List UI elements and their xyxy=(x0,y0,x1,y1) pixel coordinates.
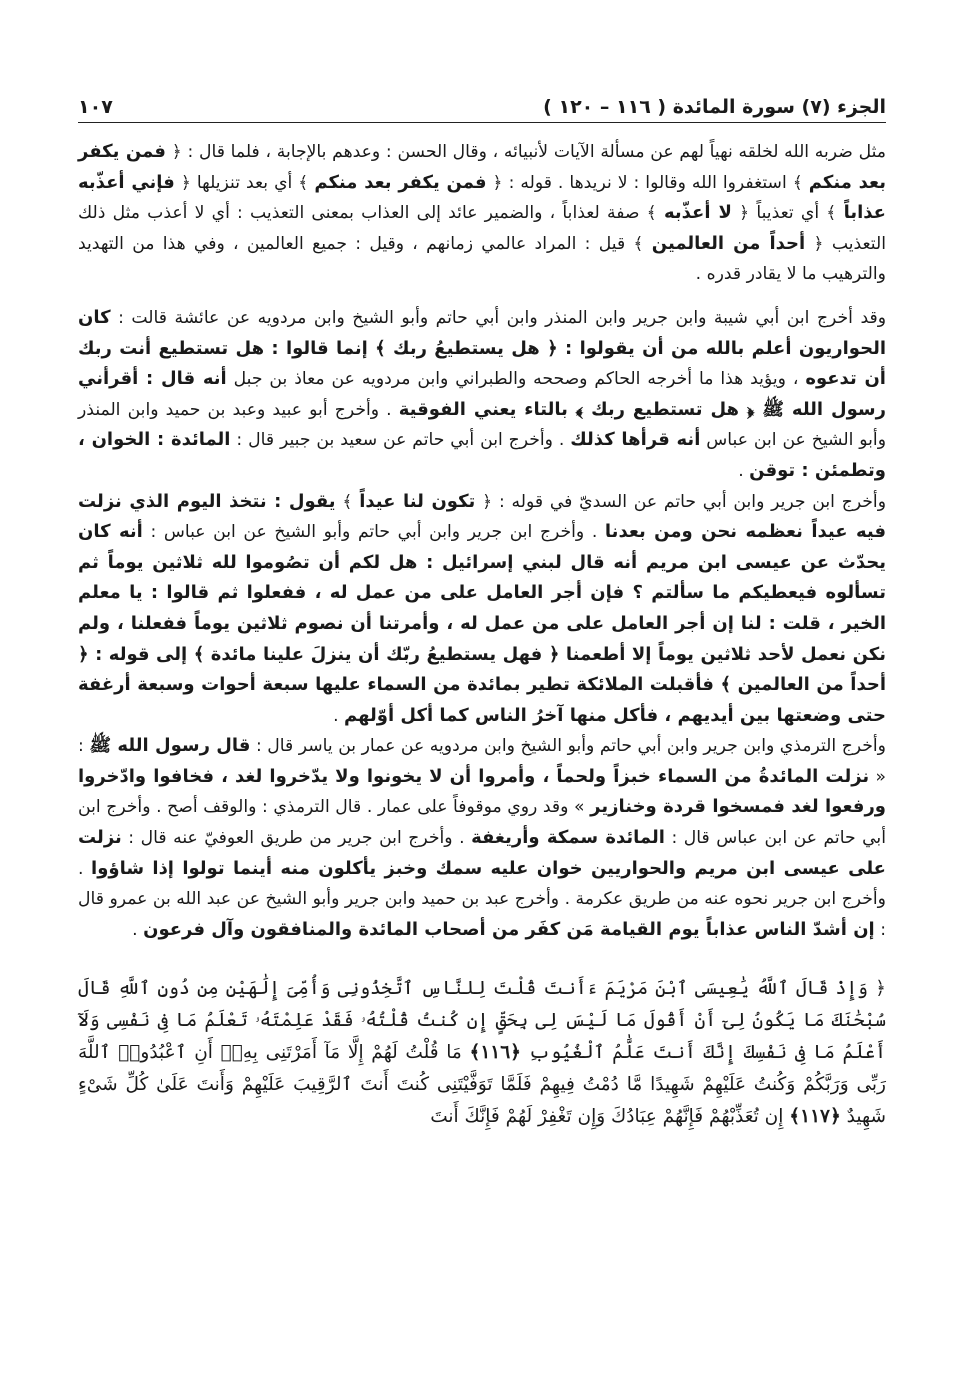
paragraph-4 xyxy=(78,731,886,945)
quoted-text: قال رسول الله ﷺ xyxy=(89,735,251,757)
quoted-text: فإني أعذّبه عذاباً xyxy=(78,171,886,224)
book-page xyxy=(78,96,886,1133)
quoted-text: فمن يكفر بعد منكم xyxy=(314,171,487,193)
text-run: ﴾ قيل : المراد عالمي زمانهم ، وقيل : جميع العالمين ، وفي هذا من التهديد والترهيب ما لا يقادر قدره . xyxy=(78,233,886,285)
text-run: مَا قُلْتُ لَهُمْ إِلَّا مَآ أَمَرْتَنِى بِهِۦٓ أَنِ ٱعْبُدُوا۟ ٱللَّهَ رَبِّى وَرَبَّكُمْ وَكُنتُ عَلَيْهِمْ شَهِيدًا مَّا دُمْتُ فِيهِمْ فَلَمَّا تَوَفَّيْتَنِى كُنتَ أَنتَ ٱلرَّقِيبَ عَلَيْهِمْ وَأَنتَ عَلَىٰ كُلِّ شَىْءٍ شَهِيدٌ xyxy=(78,1042,886,1128)
text-run: ﴾ أي بعد تنزيلها ﴿ xyxy=(174,172,315,193)
commentary-text xyxy=(78,137,886,945)
quoted-text: أنه قال : أقرأني رسول الله ﷺ ﴿ هل تستطيع ربك ﴾ بالتاء يعني الفوقية xyxy=(78,368,886,420)
text-run: . وأخرج ابن جرير من طريق العوفيّ عنه قال : xyxy=(121,828,472,849)
quoted-text: المائدة : الخوان ، وتطمئن : توقن xyxy=(78,429,886,481)
text-run: وأخرج ابن جرير وابن أبي حاتم عن السديّ في قوله : ﴿ xyxy=(475,491,886,512)
quoted-text: ﴿١١٦﴾ xyxy=(469,1042,521,1064)
text-run: إِن تُعَذِّبْهُمْ فَإِنَّهُمْ عِبَادُكَ وَإِن تَغْفِرْ لَهُمْ فَإِنَّكَ أَنتَ xyxy=(430,1106,790,1128)
quoted-text: فمن يكفر بعد منكم xyxy=(78,141,886,193)
text-run: . xyxy=(738,460,750,481)
text-run: » وقد روي موقوفاً على عمار . قال الترمذي : والوقف أصح . وأخرج ابن أبي حاتم عن ابن عباس قال : xyxy=(78,797,886,849)
text-run: . xyxy=(132,919,144,940)
quoted-text: ﴿١١٧﴾ xyxy=(789,1106,841,1128)
text-run: ﴾ xyxy=(335,491,360,512)
page-number: ١٠٧ xyxy=(78,96,113,118)
text-run: : « xyxy=(78,736,887,787)
text-run: وأخرج الترمذي وابن جرير وابن أبي حاتم وأبو الشيخ وابن مردويه عن عمار بن ياسر قال : xyxy=(250,736,886,757)
text-run: ﴿ وَإِذْ قَالَ ٱللَّهُ يَٰعِيسَى ٱبْنَ مَرْيَمَ ءَأَنتَ قُلْتَ لِلنَّاسِ ٱتَّخِذُونِى وَأُمِّىَ إِلَٰهَيْنِ مِن دُونِ ٱللَّهِ قَالَ سُبْحَٰنَكَ مَا يَكُونُ لِىٓ أَنْ أَقُولَ مَا لَيْسَ لِى بِحَقٍّ إِن كُنتُ قُلْتُهُۥ فَقَدْ عَلِمْتَهُۥ تَعْلَمُ مَا فِى نَفْسِى وَلَآ أَعْلَمُ مَا فِى نَفْسِكَ إِنَّكَ أَنتَ عَلَّٰمُ ٱلْغُيُوبِ xyxy=(78,978,887,1064)
quoted-text: نزلت على عيسى ابن مريم والحواريين خوان عليه سمك وخبز يأكلون منه أينما تولوا إذا شاؤوا xyxy=(78,827,886,879)
quoted-text: كان الحواريون أعلم بالله من أن يقولوا : ﴿ هل يستطيعُ ربك ﴾ إنما قالوا : هل تستطيع أنت ربك أن تدعوه xyxy=(78,306,886,390)
text-run: ، ويؤيد هذا ما أخرجه الحاكم وصححه والطبراني وابن مردويه عن معاذ بن جبل xyxy=(226,369,806,390)
quoted-text: أحداً من العالمين xyxy=(651,232,806,254)
quoted-text: أنه قرأها كذلك xyxy=(570,429,701,451)
text-run: ﴾ استغفروا الله وقالوا : لا نريدها . قوله : ﴿ xyxy=(486,172,809,193)
text-run: . وأخرج ابن جرير وابن أبي حاتم وأبو الشيخ عن ابن عباس : xyxy=(142,522,605,543)
paragraph-3 xyxy=(78,487,886,732)
header-title: الجزء (٧) سورة المائدة ( ١١٦ – ١٢٠ ) xyxy=(543,96,886,118)
quoted-text: تكون لنا عيداً xyxy=(359,490,476,512)
quoted-text: يقول : نتخذ اليوم الذي نزلت فيه عيداً نعظمه نحن ومن بعدنا xyxy=(78,490,886,543)
running-header xyxy=(78,96,886,123)
text-run: مثل ضربه الله لخلقه نهياً لهم عن مسألة الآيات لأنبيائه ، وقال الحسن : وعدهم بالإجابة ، فلما قال : ﴿ xyxy=(165,142,887,162)
text-run: . xyxy=(333,705,345,726)
text-run: . وأخرج ابن جرير نحوه عنه من طريق عكرمة . وأخرج عبد بن حميد وابن جرير وأبو الشيخ عن عبد الله بن عمرو قال : xyxy=(78,858,886,940)
text-run: . وأخرج ابن أبي حاتم عن سعيد بن جبير قال : xyxy=(230,430,571,451)
quoted-text: أنه كان يحدّث عن عيسى ابن مريم أنه قال لبني إسرائيل : هل لكم أن تصُوموا لله ثلاثين يوماً ثم تسألوه فيعطيكم ما سألتم ؟ فإن أجر العامل على من عمل له ، ففعلوا ثم قالوا : يا معلم الخير ، قلت : لنا إن أجر العامل على من عمل له ، وأمرتنا أن نصوم ثلاثين يوماً ففعلنا ، ولم نكن نعمل لأحد ثلاثين يوماً إلا أطعمنا ﴿ فهل يستطيعُ ربّك أن ينزلَ علينا مائدة ﴾ إلى قوله : ﴿ أحداً من العالمين ﴾ فأقبلت الملائكة تطير بمائدة من السماء عليها سبعة أحوات وسبعة أرغفة حتى وضعتها بين أيديهم ، فأكل منها آخرُ الناس كما أكل أوّلهم xyxy=(78,521,886,726)
quoted-text: إن أشدّ الناس عذاباً يوم القيامة مَن كفَر من أصحاب المائدة والمنافقون وآل فرعون xyxy=(143,918,875,940)
quran-verses xyxy=(78,973,886,1133)
quoted-text: المائدة سمكة وأريغفة xyxy=(471,827,665,849)
text-run: ﴾ أي تعذيباً ﴿ xyxy=(731,203,844,224)
text-run: . وأخرج أبو عبيد وعبد بن حميد وابن المنذر وأبو الشيخ عن ابن عباس xyxy=(78,399,887,451)
paragraph-1 xyxy=(78,137,886,290)
quoted-text: نزلت المائدةُ من السماء خبزاً ولحماً ، وأمروا أن لا يخونوا ولا يدّخروا لغد ، فخافوا وادّخروا ورفعوا لغد فمسخوا قردة وخنازير xyxy=(78,765,886,818)
paragraph-2 xyxy=(78,303,886,487)
text-run: ﴾ صفة لعذاباً ، والضمير عائد إلى العذاب بمعنى التعذيب : أي لا أعذب مثل ذلك التعذيب ﴿ xyxy=(78,203,886,254)
quoted-text: لا أعذّبه xyxy=(663,202,732,224)
text-run: وقد أخرج ابن أبي شيبة وابن جرير وابن المنذر وابن أبي حاتم وأبو الشيخ وابن مردويه عن عائشة قالت : xyxy=(110,307,886,328)
